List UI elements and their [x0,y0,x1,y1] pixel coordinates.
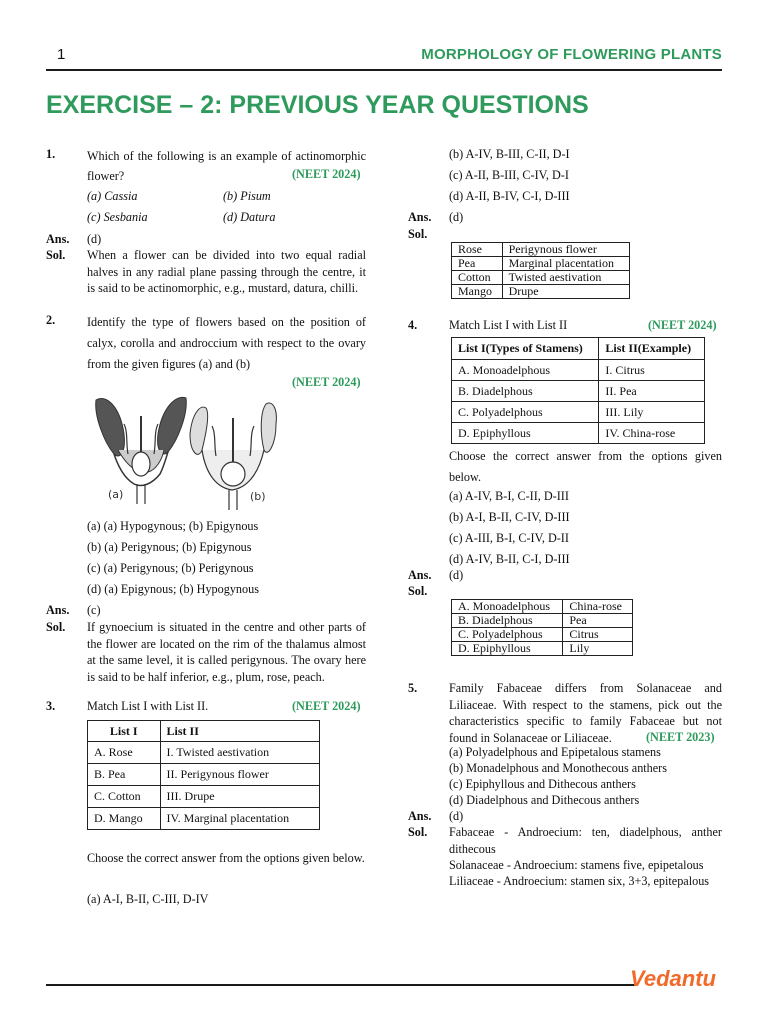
option-d: (d) A-IV, B-II, C-I, D-III [449,552,570,566]
table-header: List I(Types of Stamens) [452,338,599,360]
table-cell: I. Twisted aestivation [160,742,319,764]
answer-label: Ans. [46,232,70,246]
option-b: (b) A-IV, B-III, C-II, D-I [449,147,570,161]
question-text: Family Fabaceae differs from Solanaceae and Liliaceae. With respect to the stamens, pick out the characteristics specific to family Fabaceae but not found in Solanaceae or Liliaceae. [449,681,722,745]
option-b: (b) Pisum [223,189,271,203]
table-cell: B. Pea [88,764,161,786]
table-header: List II [160,721,319,742]
solution-text: If gynoecium is situated in the centre and other parts of the flower are located on the rim of the thalamus almost at the same level, it is called perigynous. The ovary here is said to be half inferior, e.g., plum, rose, peach. [87,620,366,684]
vedantu-logo: Vedantu [630,966,716,991]
option-d: (d) A-II, B-IV, C-I, D-III [449,189,570,203]
footer-divider [46,984,638,986]
table-cell: Marginal placentation [502,257,629,271]
table-cell: Perigynous flower [502,243,629,257]
flower-figure [90,394,284,514]
table-cell: B. Diadelphous [452,614,563,628]
table-cell: II. Pea [599,381,705,402]
solution-label: Sol. [46,620,66,634]
option-c: (c) (a) Perigynous; (b) Perigynous [87,561,254,575]
table-cell: D. Mango [88,808,161,830]
table-cell: C. Cotton [88,786,161,808]
table-cell: Pea [563,614,633,628]
answer-label: Ans. [46,603,70,617]
question-text: Match List I with List II. [87,699,209,713]
question-number: 4. [408,318,418,332]
solution-label: Sol. [408,825,428,839]
table-cell: D. Epiphyllous [452,642,563,656]
table-cell: Rose [452,243,503,257]
answer-label: Ans. [408,210,432,224]
option-c: (c) Sesbania [87,210,148,224]
option-d: (d) (a) Epigynous; (b) Hypogynous [87,582,259,596]
left-column [46,146,368,916]
option-a: (a) Polyadelphous and Epipetalous stamens [449,745,661,759]
option-d: (d) Diadelphous and Dithecous anthers [449,793,640,807]
table-cell: II. Perigynous flower [160,764,319,786]
solution-label: Sol. [46,248,66,262]
solution-text: Liliaceae - Androecium: stamen six, 3+3, epitepalous [449,874,710,888]
table-cell: D. Epiphyllous [452,423,599,444]
question-instruction: Choose the correct answer from the options given below. [449,449,722,484]
exam-tag: (NEET 2024) [292,167,361,181]
option-c: (c) Epiphyllous and Dithecous anthers [449,777,636,791]
option-a: (a) A-IV, B-I, C-II, D-III [449,489,569,503]
option-a: (a) (a) Hypogynous; (b) Epigynous [87,519,259,533]
table-cell: China-rose [563,600,633,614]
option-c: (c) A-III, B-I, C-IV, D-II [449,531,569,545]
table-cell: Twisted aestivation [502,271,629,285]
chapter-title: MORPHOLOGY OF FLOWERING PLANTS [421,46,722,63]
option-d: (d) Datura [223,210,276,224]
question-number: 2. [46,313,56,327]
solution-text: When a flower can be divided into two equal radial halves in any radial plane passing through the centre, it is said to be actinomorphic, e.g., mustard, datura, chilli. [87,248,366,295]
table-cell: Drupe [502,285,629,299]
question-number: 1. [46,147,56,161]
answer-value: (c) [87,603,101,617]
solution-label: Sol. [408,227,428,241]
table-cell: IV. Marginal placentation [160,808,319,830]
table-cell: Citrus [563,628,633,642]
option-b: (b) A-I, B-II, C-IV, D-III [449,510,570,524]
header-divider [46,69,722,71]
solution-table [451,242,630,299]
answer-value: (d) [449,568,464,582]
question-number: 5. [408,681,418,695]
solution-text: Fabaceae - Androecium: ten, diadelphous, anther dithecous [449,825,722,856]
flower-a-drawing [96,397,187,504]
table-header: List II(Example) [599,338,705,360]
figure-label-b: (b) [250,490,266,503]
table-cell: Lily [563,642,633,656]
answer-value: (d) [449,210,464,224]
question-text: Which of the following is an example of actinomorphic flower? [87,149,366,183]
table-cell: C. Polyadelphous [452,628,563,642]
right-column [408,146,722,916]
exam-tag: (NEET 2024) [292,375,361,389]
exam-tag: (NEET 2023) [646,730,715,744]
question-number: 3. [46,699,56,713]
table-cell: III. Lily [599,402,705,423]
table-cell: III. Drupe [160,786,319,808]
option-b: (b) Monadelphous and Monothecous anthers [449,761,667,775]
table-header: List I [88,721,161,742]
figure-label-a: (a) [108,488,124,501]
solution-text: Solanaceae - Androecium: stamens five, epipetalous [449,858,704,872]
table-cell: A. Monoadelphous [452,360,599,381]
question-text: Identify the type of flowers based on the position of calyx, corolla and androccium with respect to the ovary from the given figures (a) and (b) [87,315,366,371]
table-cell: C. Polyadelphous [452,402,599,423]
flower-b-drawing [190,403,276,510]
match-table [451,337,705,444]
answer-value: (d) [449,809,464,823]
question-instruction: Choose the correct answer from the options given below. [87,851,365,865]
option-c: (c) A-II, B-III, C-IV, D-I [449,168,569,182]
answer-value: (d) [87,232,102,246]
table-cell: Pea [452,257,503,271]
option-b: (b) (a) Perigynous; (b) Epigynous [87,540,252,554]
table-cell: A. Rose [88,742,161,764]
table-cell: Mango [452,285,503,299]
table-cell: I. Citrus [599,360,705,381]
table-cell: Cotton [452,271,503,285]
page-number: 1 [57,46,66,63]
option-a: (a) Cassia [87,189,138,203]
option-a: (a) A-I, B-II, C-III, D-IV [87,892,209,906]
exam-tag: (NEET 2024) [292,699,361,713]
match-table [87,720,320,830]
question-text: Match List I with List II [449,318,568,332]
answer-label: Ans. [408,809,432,823]
solution-label: Sol. [408,584,428,598]
exam-tag: (NEET 2024) [648,318,717,332]
exercise-title: EXERCISE – 2: PREVIOUS YEAR QUESTIONS [46,91,589,119]
solution-table [451,599,633,656]
table-cell: IV. China-rose [599,423,705,444]
answer-label: Ans. [408,568,432,582]
table-cell: A. Monoadelphous [452,600,563,614]
table-cell: B. Diadelphous [452,381,599,402]
